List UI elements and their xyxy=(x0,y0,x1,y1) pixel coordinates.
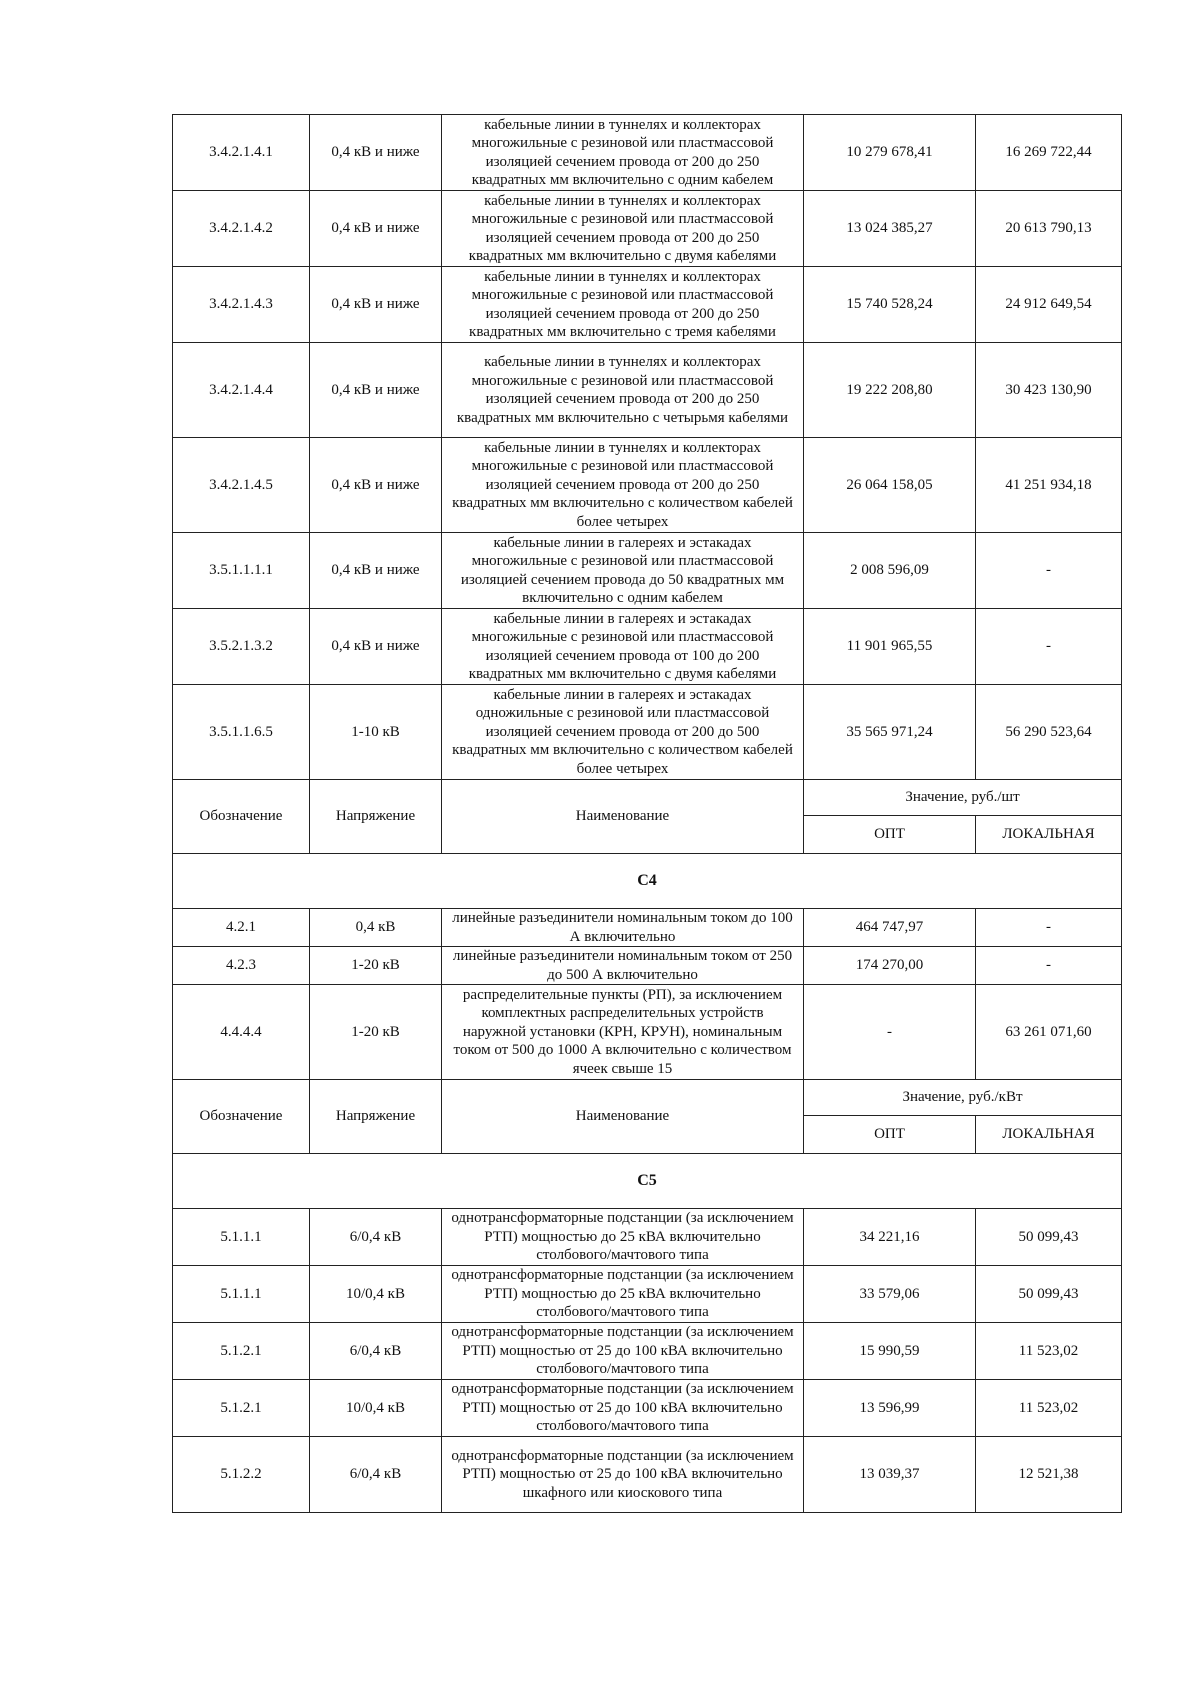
local-value-cell: - xyxy=(976,609,1122,685)
opt-value-cell: 26 064 158,05 xyxy=(804,438,976,533)
code-cell: 3.5.1.1.6.5 xyxy=(173,685,310,780)
voltage-cell: 6/0,4 кВ xyxy=(310,1437,442,1513)
code-cell: 5.1.1.1 xyxy=(173,1209,310,1266)
tariff-table xyxy=(172,114,1122,1513)
name-cell: распределительные пункты (РП), за исключением комплектных распределительных устройств наружной установки (КРН, КРУН), номинальным током от 500 до 1000 А включительно с количеством ячеек свыше 15 xyxy=(442,985,804,1080)
voltage-cell: 10/0,4 кВ xyxy=(310,1266,442,1323)
local-value-cell: 56 290 523,64 xyxy=(976,685,1122,780)
code-cell: 5.1.2.1 xyxy=(173,1380,310,1437)
name-cell: однотрансформаторные подстанции (за исключением РТП) мощностью до 25 кВА включительно столбового/мачтового типа xyxy=(442,1209,804,1266)
code-cell: 3.4.2.1.4.5 xyxy=(173,438,310,533)
table-row xyxy=(173,1266,1122,1323)
opt-value-cell: 10 279 678,41 xyxy=(804,115,976,191)
voltage-cell: 0,4 кВ и ниже xyxy=(310,115,442,191)
table-row xyxy=(173,115,1122,191)
local-value-cell: 16 269 722,44 xyxy=(976,115,1122,191)
header-row xyxy=(173,780,1122,816)
voltage-cell: 0,4 кВ и ниже xyxy=(310,267,442,343)
table-row xyxy=(173,609,1122,685)
voltage-cell: 6/0,4 кВ xyxy=(310,1209,442,1266)
local-value-cell: - xyxy=(976,909,1122,947)
code-cell: 4.2.3 xyxy=(173,947,310,985)
section-row xyxy=(173,854,1122,909)
voltage-cell: 0,4 кВ и ниже xyxy=(310,438,442,533)
name-cell: однотрансформаторные подстанции (за исключением РТП) мощностью до 25 кВА включительно столбового/мачтового типа xyxy=(442,1266,804,1323)
name-cell: однотрансформаторные подстанции (за исключением РТП) мощностью от 25 до 100 кВА включительно шкафного или киоскового типа xyxy=(442,1437,804,1513)
name-cell: кабельные линии в галереях и эстакадах одножильные с резиновой или пластмассовой изоляцией сечением провода от 200 до 500 квадратных мм включительно с количеством кабелей более четырех xyxy=(442,685,804,780)
voltage-cell: 0,4 кВ и ниже xyxy=(310,343,442,438)
table-row xyxy=(173,909,1122,947)
code-cell: 3.4.2.1.4.1 xyxy=(173,115,310,191)
table-row xyxy=(173,267,1122,343)
voltage-cell: 0,4 кВ и ниже xyxy=(310,533,442,609)
header-value: Значение, руб./шт xyxy=(804,780,1122,816)
code-cell: 3.4.2.1.4.3 xyxy=(173,267,310,343)
header-voltage: Напряжение xyxy=(310,1080,442,1154)
opt-value-cell: 464 747,97 xyxy=(804,909,976,947)
code-cell: 3.5.2.1.3.2 xyxy=(173,609,310,685)
header-local: ЛОКАЛЬНАЯ xyxy=(976,816,1122,854)
header-local: ЛОКАЛЬНАЯ xyxy=(976,1116,1122,1154)
local-value-cell: 50 099,43 xyxy=(976,1209,1122,1266)
local-value-cell: 20 613 790,13 xyxy=(976,191,1122,267)
opt-value-cell: 13 024 385,27 xyxy=(804,191,976,267)
name-cell: однотрансформаторные подстанции (за исключением РТП) мощностью от 25 до 100 кВА включительно столбового/мачтового типа xyxy=(442,1380,804,1437)
local-value-cell: - xyxy=(976,533,1122,609)
opt-value-cell: 2 008 596,09 xyxy=(804,533,976,609)
name-cell: линейные разъединители номинальным током до 100 А включительно xyxy=(442,909,804,947)
code-cell: 5.1.2.1 xyxy=(173,1323,310,1380)
opt-value-cell: 15 990,59 xyxy=(804,1323,976,1380)
header-code: Обозначение xyxy=(173,1080,310,1154)
section-title-c4: С4 xyxy=(173,854,1122,909)
code-cell: 5.1.2.2 xyxy=(173,1437,310,1513)
opt-value-cell: 174 270,00 xyxy=(804,947,976,985)
name-cell: кабельные линии в туннелях и коллекторах многожильные с резиновой или пластмассовой изоляцией сечением провода от 200 до 250 квадратных мм включительно с четырьмя кабелями xyxy=(442,343,804,438)
header-name: Наименование xyxy=(442,780,804,854)
header-code: Обозначение xyxy=(173,780,310,854)
voltage-cell: 6/0,4 кВ xyxy=(310,1323,442,1380)
table-row xyxy=(173,343,1122,438)
local-value-cell: - xyxy=(976,947,1122,985)
voltage-cell: 1-20 кВ xyxy=(310,985,442,1080)
name-cell: кабельные линии в туннелях и коллекторах многожильные с резиновой или пластмассовой изоляцией сечением провода от 200 до 250 квадратных мм включительно с количеством кабелей более четырех xyxy=(442,438,804,533)
code-cell: 3.5.1.1.1.1 xyxy=(173,533,310,609)
opt-value-cell: 13 039,37 xyxy=(804,1437,976,1513)
table-row xyxy=(173,985,1122,1080)
local-value-cell: 12 521,38 xyxy=(976,1437,1122,1513)
name-cell: кабельные линии в галереях и эстакадах многожильные с резиновой или пластмассовой изоляцией сечением провода до 50 квадратных мм включительно с одним кабелем xyxy=(442,533,804,609)
opt-value-cell: 35 565 971,24 xyxy=(804,685,976,780)
table-row xyxy=(173,191,1122,267)
name-cell: кабельные линии в галереях и эстакадах многожильные с резиновой или пластмассовой изоляцией сечением провода от 100 до 200 квадратных мм включительно с двумя кабелями xyxy=(442,609,804,685)
opt-value-cell: 15 740 528,24 xyxy=(804,267,976,343)
table-row xyxy=(173,1437,1122,1513)
voltage-cell: 1-20 кВ xyxy=(310,947,442,985)
table-row xyxy=(173,1209,1122,1266)
voltage-cell: 0,4 кВ и ниже xyxy=(310,191,442,267)
opt-value-cell: 33 579,06 xyxy=(804,1266,976,1323)
local-value-cell: 11 523,02 xyxy=(976,1380,1122,1437)
opt-value-cell: 13 596,99 xyxy=(804,1380,976,1437)
local-value-cell: 30 423 130,90 xyxy=(976,343,1122,438)
table-row xyxy=(173,947,1122,985)
code-cell: 3.4.2.1.4.4 xyxy=(173,343,310,438)
opt-value-cell: 19 222 208,80 xyxy=(804,343,976,438)
name-cell: кабельные линии в туннелях и коллекторах многожильные с резиновой или пластмассовой изоляцией сечением провода от 200 до 250 квадратных мм включительно с одним кабелем xyxy=(442,115,804,191)
header-value: Значение, руб./кВт xyxy=(804,1080,1122,1116)
header-opt: ОПТ xyxy=(804,816,976,854)
header-row xyxy=(173,1080,1122,1116)
header-opt: ОПТ xyxy=(804,1116,976,1154)
section-row xyxy=(173,1154,1122,1209)
code-cell: 3.4.2.1.4.2 xyxy=(173,191,310,267)
voltage-cell: 10/0,4 кВ xyxy=(310,1380,442,1437)
table-row xyxy=(173,533,1122,609)
section-title-c5: С5 xyxy=(173,1154,1122,1209)
name-cell: кабельные линии в туннелях и коллекторах многожильные с резиновой или пластмассовой изоляцией сечением провода от 200 до 250 квадратных мм включительно с тремя кабелями xyxy=(442,267,804,343)
local-value-cell: 50 099,43 xyxy=(976,1266,1122,1323)
header-name: Наименование xyxy=(442,1080,804,1154)
voltage-cell: 0,4 кВ и ниже xyxy=(310,609,442,685)
table-row xyxy=(173,438,1122,533)
name-cell: однотрансформаторные подстанции (за исключением РТП) мощностью от 25 до 100 кВА включительно столбового/мачтового типа xyxy=(442,1323,804,1380)
table-row xyxy=(173,1380,1122,1437)
table-row xyxy=(173,1323,1122,1380)
opt-value-cell: - xyxy=(804,985,976,1080)
local-value-cell: 11 523,02 xyxy=(976,1323,1122,1380)
opt-value-cell: 11 901 965,55 xyxy=(804,609,976,685)
opt-value-cell: 34 221,16 xyxy=(804,1209,976,1266)
local-value-cell: 63 261 071,60 xyxy=(976,985,1122,1080)
voltage-cell: 0,4 кВ xyxy=(310,909,442,947)
header-voltage: Напряжение xyxy=(310,780,442,854)
code-cell: 4.2.1 xyxy=(173,909,310,947)
table-row xyxy=(173,685,1122,780)
name-cell: кабельные линии в туннелях и коллекторах многожильные с резиновой или пластмассовой изоляцией сечением провода от 200 до 250 квадратных мм включительно с двумя кабелями xyxy=(442,191,804,267)
code-cell: 4.4.4.4 xyxy=(173,985,310,1080)
voltage-cell: 1-10 кВ xyxy=(310,685,442,780)
local-value-cell: 41 251 934,18 xyxy=(976,438,1122,533)
local-value-cell: 24 912 649,54 xyxy=(976,267,1122,343)
name-cell: линейные разъединители номинальным током от 250 до 500 А включительно xyxy=(442,947,804,985)
code-cell: 5.1.1.1 xyxy=(173,1266,310,1323)
